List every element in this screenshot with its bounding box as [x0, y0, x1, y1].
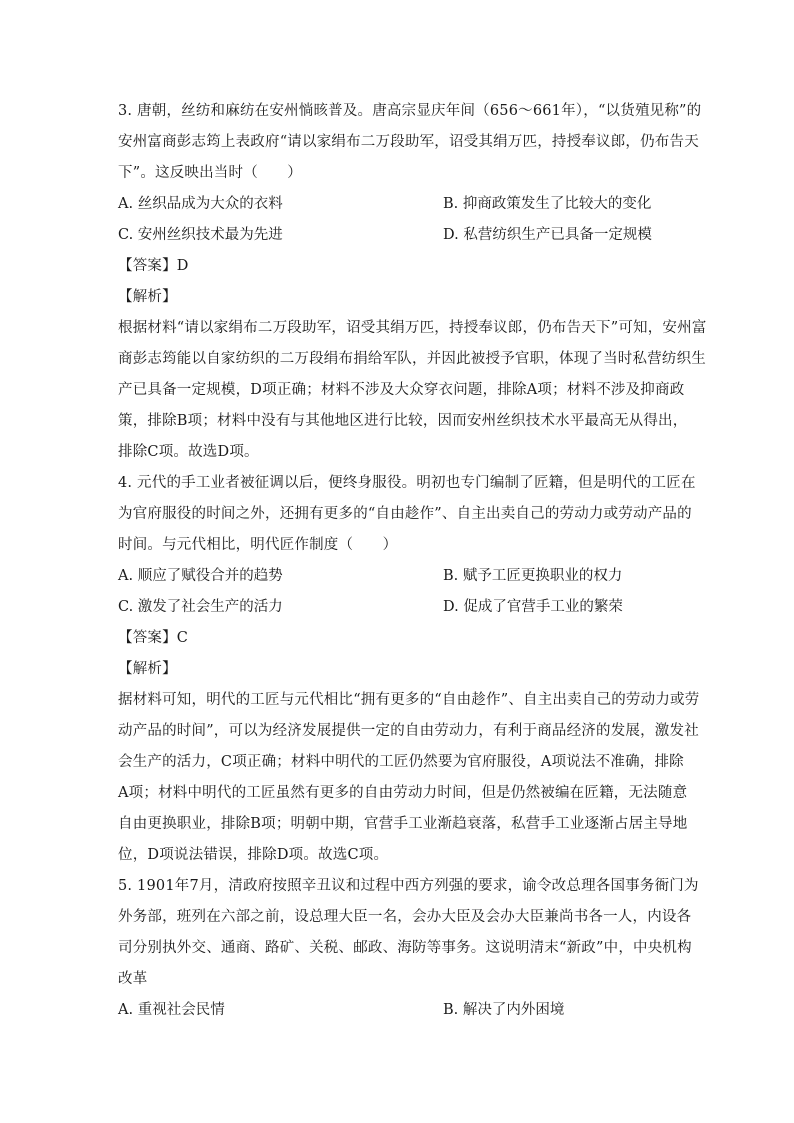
question-5	[118, 871, 699, 1026]
question-4-options-row-1	[118, 561, 678, 592]
question-4-stem-line-2: 为官府服役的时间之外，还拥有更多的“自由趁作”、自主出卖自己的劳动力或劳动产品的	[118, 506, 692, 522]
question-4-analysis-line-4: A项；材料中明代的工匠虽然有更多的自由劳动力时间，但是仍然被编在匠籍，无法随意	[118, 785, 688, 801]
question-3-analysis-line-1: 根据材料“请以家绢布二万段助军，诏受其绢万匹，持授奉议郎，仍布告天下”可知，安州富	[118, 320, 707, 336]
question-3	[118, 96, 707, 468]
question-3-options-row-1	[118, 189, 678, 220]
question-4-answer: 【答案】C	[118, 630, 189, 646]
question-3-option-b: B. 抑商政策发生了比较大的变化	[443, 196, 652, 212]
question-4-option-c: C. 激发了社会生产的活力	[118, 599, 283, 615]
question-5-stem-line-4: 改革	[118, 971, 148, 987]
question-4-option-d: D. 促成了官营手工业的繁荣	[443, 599, 623, 615]
question-4-analysis-line-5: 自由更换职业，排除B项；明朝中期，官营手工业渐趋衰落，私营手工业逐渐占居主导地	[118, 816, 688, 832]
question-3-option-d: D. 私营纺织生产已具备一定规模	[443, 227, 652, 243]
question-3-analysis-line-5: 排除C项。故选D项。	[118, 444, 259, 460]
question-4-analysis-line-1: 据材料可知，明代的工匠与元代相比“拥有更多的“自由趁作”、自主出卖自己的劳动力或劳	[118, 692, 700, 708]
question-3-option-c: C. 安州丝织技术最为先进	[118, 227, 283, 243]
question-4-analysis-line-2: 动产品的时间”，可以为经济发展提供一定的自由劳动力，有利于商品经济的发展，激发社	[118, 723, 699, 739]
question-4-analysis-label: 【解析】	[118, 661, 177, 677]
question-3-stem-line-2: 安州富商彭志筠上表政府“请以家绢布二万段助军，诏受其绢万匹，持授奉议郎，仍布告天	[118, 134, 699, 150]
question-5-options-row-1	[118, 995, 678, 1026]
question-3-option-a: A. 丝织品成为大众的衣料	[118, 196, 283, 212]
question-5-stem-line-3: 司分别执外交、通商、路矿、关税、邮政、海防等事务。这说明清末“新政”中，中央机构	[118, 940, 692, 956]
question-5-stem-line-1: 5. 1901年7月，清政府按照辛丑议和过程中西方列强的要求，谕令改总理各国事务衙门为	[118, 878, 699, 894]
question-3-stem-line-1: 3. 唐朝，丝纺和麻纺在安州惝晐普及。唐高宗显庆年间（656～661年），“以货殖见称”的	[118, 103, 702, 119]
question-4-stem-line-3: 时间。与元代相比，明代匠作制度（ ）	[118, 537, 398, 553]
question-3-stem-line-3: 下”。这反映出当时（ ）	[118, 165, 303, 181]
question-3-options-row-2	[118, 220, 678, 251]
question-3-analysis-line-4: 策，排除B项；材料中没有与其他地区进行比较，因而安州丝织技术水平最高无从得出，	[118, 413, 688, 429]
question-5-option-b: B. 解决了内外困境	[443, 1002, 565, 1018]
question-3-answer: 【答案】D	[118, 258, 189, 274]
question-3-analysis-line-3: 产已具备一定规模，D项正确；材料不涉及大众穿衣问题，排除A项；材料不涉及抑商政	[118, 382, 685, 398]
question-4	[118, 468, 700, 871]
document-page	[118, 96, 707, 1026]
question-5-stem-line-2: 外务部，班列在六部之前，设总理大臣一名，会办大臣及会办大臣兼尚书各一人，内设各	[118, 909, 692, 925]
question-4-option-a: A. 顺应了赋役合并的趋势	[118, 568, 283, 584]
question-3-analysis-line-2: 商彭志筠能以自家纺织的二万段绢布捐给军队，并因此被授予官职，体现了当时私营纺织生	[118, 351, 706, 367]
question-4-option-b: B. 赋予工匠更换职业的权力	[443, 568, 623, 584]
question-4-analysis-line-3: 会生产的活力，C项正确；材料中明代的工匠仍然要为官府服役，A项说法不准确，排除	[118, 754, 684, 770]
question-4-analysis-line-6: 位，D项说法错误，排除D项。故选C项。	[118, 847, 389, 863]
question-5-option-a: A. 重视社会民情	[118, 1002, 225, 1018]
question-3-analysis-label: 【解析】	[118, 289, 177, 305]
question-4-options-row-2	[118, 592, 678, 623]
question-4-stem-line-1: 4. 元代的手工业者被征调以后，便终身服役。明初也专门编制了匠籍，但是明代的工匠在	[118, 475, 696, 491]
